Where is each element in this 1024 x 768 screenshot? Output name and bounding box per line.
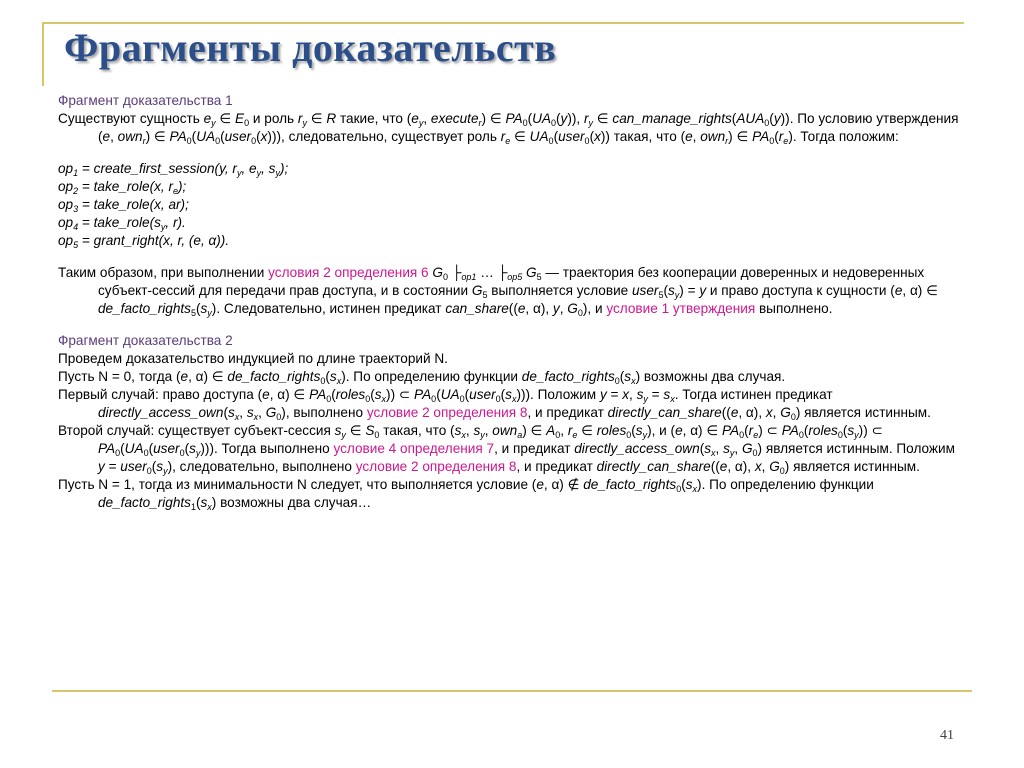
- link-condition-2-def-6[interactable]: условия 2 определения 6: [268, 265, 429, 280]
- operation-1: $op_1$ = create_first_session(y, $r_y$, $e_y$, $s_y$);: [58, 161, 289, 178]
- spacer: [58, 250, 963, 264]
- operation-4: $op_4$ = $take\_role(s_y$, r).: [58, 215, 186, 232]
- spacer: [58, 318, 963, 332]
- link-condition-2-def-8-b[interactable]: условие 2 определения 8: [355, 459, 517, 474]
- fragment2-paragraph4: Второй случай: существует субъект-сессия $s_y$ ∈ $S_0$ такая, что ($s_x$, $s_y$, own$_a$) ∈ $A_0$, $r_e$ ∈ $roles_0(s_y)$, и (e, α) ∈ $PA_0(r_e)$ ⊂ $PA_0(roles_0(s_y))$ ⊂ $PA_0(UA_0(user_0(s_y)))$. Тогда выполнено условие 4 определения 7, и предикат $directly\_access\_own(s_x$, $s_y$, $G_0$) является истинным. Положим $y = user_0(s_y)$, следовательно, выполнено условие 2 определения 8, и предикат directly_can_share((e, α), x, $G_0$) является истинным.: [58, 423, 955, 476]
- fragment2-paragraph3: Первый случай: право доступа (e, α) ∈ $PA_0(roles_0(s_x))$ ⊂ $PA_0(UA_0(user_0(s_x)))$. Положим y = x, $s_y = s_x$. Тогда истинен предикат $directly\_access\_own(s_x$, $s_x$, $G_0$), выполнено условие 2 определения 8, и предикат directly_can_share((e, α), x, $G_0$) является истинным.: [58, 387, 931, 422]
- operation-2: $op_2$ = take_role(x, $r_e$);: [58, 179, 187, 196]
- slide-content: [58, 92, 963, 512]
- page-number: 41: [940, 728, 954, 743]
- operation-5: $op_5$ = grant_right(x, r, (e, α)).: [58, 233, 230, 250]
- slide-header: [0, 0, 1024, 96]
- left-rule: [42, 22, 44, 86]
- link-condition-2-def-8[interactable]: условие 2 определения 8: [366, 405, 528, 420]
- bottom-rule: [52, 690, 972, 692]
- fragment1-paragraph2: Таким образом, при выполнении условия 2 определения 6 $G_0$ $├_{op1}$ … $├_{op5}$ $G_5$ — траектория без кооперации доверенных и недоверенных субъект-сессий для передачи прав доступа, и в состоянии $G_5$ выполняется условие $user_5(s_y) = y$ и право доступа к сущности (e, α) ∈ $de\_facto\_rights_5(s_y)$. Следовательно, истинен предикат can_share((e, α), y, $G_0$), и условие 1 утверждения выполнено.: [58, 265, 938, 318]
- fragment2-paragraph1: Проведем доказательство индукцией по длине траекторий N.: [58, 351, 448, 366]
- fragment2-paragraph5: Пусть N = 1, тогда из минимальности N следует, что выполняется условие (e, α) ∉ $de\_facto\_rights_0(s_x)$. По определению функции $de\_facto\_rights_1(s_x)$ возможны два случая…: [58, 477, 874, 512]
- fragment2-paragraph2: Пусть N = 0, тогда (e, α) ∈ $de\_facto\_rights_0(s_x)$. По определению функции $de\_facto\_rights_0(s_x)$ возможны два случая.: [58, 369, 786, 386]
- operation-3: $op_3$ = take_role(x, ar);: [58, 197, 189, 214]
- link-condition-1-statement[interactable]: условие 1 утверждения: [606, 301, 756, 316]
- link-condition-4-def-7[interactable]: условие 4 определения 7: [333, 441, 495, 456]
- fragment2-header: Фрагмент доказательства 2: [58, 333, 233, 348]
- spacer: [58, 146, 963, 160]
- slide-title: Фрагменты доказательств: [64, 25, 557, 70]
- fragment1-paragraph1: Существуют сущность $e_y$ ∈ $E_0$ и роль $r_y$ ∈ R такие, что ($e_y$, execute$_r$) ∈ $PA_0(UA_0(y))$, $r_y$ ∈ $can\_manage\_rights(AUA_0(y))$. По условию утверждения (e, own$_r$) ∈ $PA_0(UA_0(user_0(x)))$, следовательно, существует роль $r_e$ ∈ $UA_0(user_0(x))$ такая, что (e, own$_r$) ∈ $PA_0(r_e)$. Тогда положим:: [58, 111, 959, 146]
- fragment1-header: Фрагмент доказательства 1: [58, 93, 233, 108]
